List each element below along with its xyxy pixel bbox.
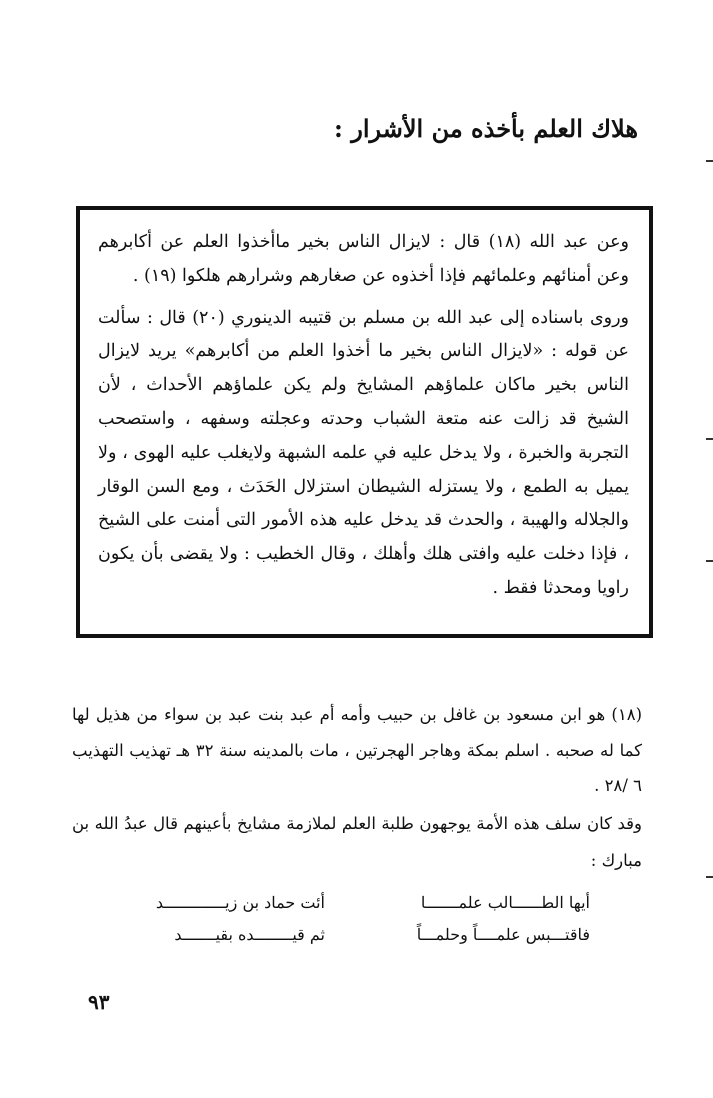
poem-first-hemistich: أيها الطــــــالب علمـــــــا [420,893,590,912]
margin-tick-lower [706,560,713,562]
box-paragraph: وعن عبد الله (١٨) قال : لايزال الناس بخير ماأخذوا العلم عن أكابرهم وعن أمنائهم وعلمائهم فإذا أخذوه عن صغارهم وشرارهم هلكوا (١٩) . [98,232,629,286]
footnote-18: (١٨) هو ابن مسعود بن غافل بن حبيب وأمه أم عبد بنت عبد بن سواء من هذيل لها كما له صحبه . اسلم بمكة وهاجر الهجرتين ، مات بالمدينه سنة ٣٢ هـ تهذيب التهذيب ٦ /٢٨ . [72,705,642,795]
poem-verse [110,887,590,919]
intro-paragraph: وقد كان سلف هذه الأمة يوجهون طلبة العلم لملازمة مشايخ بأعينهم قال عبدُ الله بن مبارك : [72,814,642,870]
poem-verse [110,919,590,951]
framed-quote-box [76,206,653,638]
margin-tick-top [706,160,713,162]
poem-second-hemistich: ثم قيــــــــده بقيـــــــد [174,925,325,944]
margin-tick-middle [706,438,713,440]
poem [110,887,590,951]
margin-tick-bottom [706,876,713,878]
section-heading: هلاك العلم بأخذه من الأشرار : [334,114,638,143]
poem-second-hemistich: أئت حماد بن زيـــــــــــــد [155,893,325,912]
box-paragraph: وروى باسناده إلى عبد الله بن مسلم بن قتيبه الدينوري (٢٠) قال : سألت عن قوله : «لايزال الناس بخير ما أخذوا العلم من أكابرهم» يريد لايزال الناس بخير ماكان علماؤهم المشايخ ولم يكن علماؤهم الأحداث ، لأن الشيخ قد زالت عنه متعة الشباب وحدته وعجلته وسفهه ، واستصحب التجربة والخبرة ، ولا يدخل عليه في علمه الشبهة ولايغلب عليه الهوى ، ولا يميل به الطمع ، ولا يستزله الشيطان استزلال الحَدَث ، ومع السن الوقار والجلاله والهيبة ، والحدث قد يدخل عليه هذه الأمور التى أمنت على الشيخ ، فإذا دخلت عليه وافتى هلك وأهلك ، وقال الخطيب : ولا يقضى بأن يكون راويا ومحدثا فقط . [98,307,629,598]
poem-first-hemistich: فاقتـــبس علمــــاً وحلمـــاً [416,925,590,944]
page-number: ٩٣ [88,990,110,1014]
